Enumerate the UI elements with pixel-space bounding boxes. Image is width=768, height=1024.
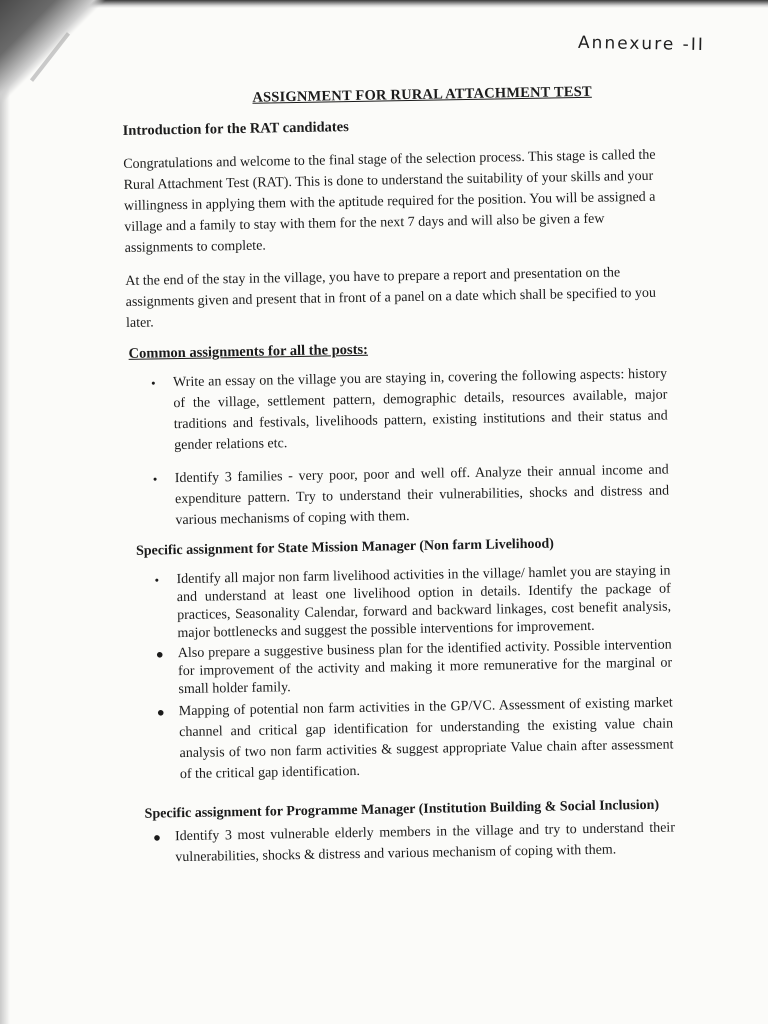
list-item [155,636,673,699]
pm-heading: Specific assignment for Programme Manager (Institution Building & Social Inclusion) [144,797,660,822]
intro-heading: Introduction for the RAT candidates [122,119,349,139]
bullet-icon: • [154,572,160,588]
scan-corner-shadow [0,0,120,130]
list-item [154,563,672,644]
smm-assignments-list [130,563,674,786]
document-body [122,83,676,881]
bullet-icon: • [152,471,158,487]
bullet-icon: ● [152,829,161,845]
scan-edge-left [0,0,10,1024]
list-item-text: Identify all major non farm livelihood activities in the village/ hamlet you are staying in and understand at least one livelihood option in details. Identify the package of practices, Seasonality Calendar, forward and backward linkages, cost benefit analysis, major bottlenecks and suggest the possible interventions for improvement. [176,563,672,642]
bullet-icon: ● [155,646,164,662]
list-item [150,364,668,457]
bullet-icon: ● [156,704,165,720]
list-item [152,460,670,532]
list-item-text: Mapping of potential non farm activities in the GP/VC. Assessment of existing market channel and critical gap identification for understanding the existing value chain analysis of two non farm activities & suggest appropriate Value chain after assessment of the critical gap identification. [178,695,674,783]
common-assignments-list [127,364,670,532]
list-item-text: Identify 3 families - very poor, poor and well off. Analyze their annual income and expenditure pattern. Try to understand their vulnerabilities, shocks and distress and various mechanisms of coping with them. [174,462,670,529]
list-item [156,692,674,785]
intro-paragraph-1: Congratulations and welcome to the final stage of the selection process. This stage is called the Rural Attachment Test (RAT). This is done to understand the suitability of your skills and your willingness in applying them with the aptitude required for the position. You will be assigned a village and a family to stay with them for the next 7 days and will also be given a few assignments to complete. [123,147,656,256]
common-assignments-heading: Common assignments for all the posts: [128,341,369,362]
pm-assignments-list [135,817,676,868]
list-item-text: Also prepare a suggestive business plan for the identified activity. Possible intervention for improvement of the activity and making it more remunerative for the marginal or small holder family. [177,637,673,698]
list-item-text: Write an essay on the village you are staying in, covering the following aspects: history of the village, settlement pattern, demographic details, resources available, major traditions and festivals, livelihoods pattern, existing institutions and their status and gender relations etc. [172,366,668,454]
bullet-icon: • [150,375,156,391]
annexure-label: Annexure -II [577,32,705,56]
document-title: ASSIGNMENT FOR RURAL ATTACHMENT TEST [252,83,592,106]
intro-paragraph-2: At the end of the stay in the village, you have to prepare a report and presentation on the assignments given and present that in front of a panel on a date which shall be specified to you later. [125,265,657,331]
smm-heading: Specific assignment for State Mission Manager (Non farm Livelihood) [135,536,554,559]
list-item [152,817,676,868]
list-item-text: Identify 3 most vulnerable elderly members in the village and try to understand their vulnerabilities, shocks & distress and various mechanism of coping with them. [174,820,676,866]
